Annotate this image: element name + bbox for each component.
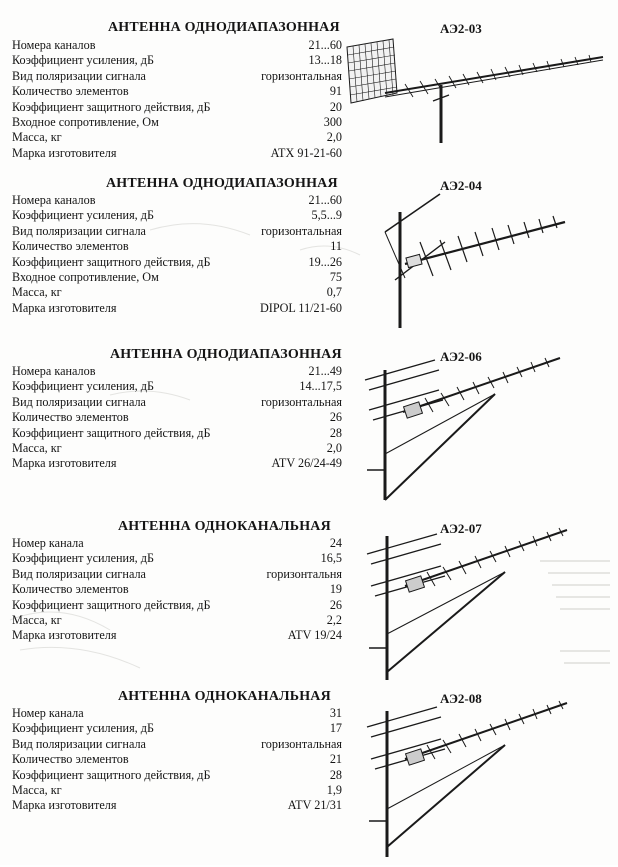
spec-value: 21...49 — [308, 364, 342, 378]
spec-row — [12, 395, 342, 410]
spec-row — [12, 255, 342, 270]
spec-label: Вид поляризации сигнала — [12, 223, 146, 238]
spec-row — [12, 456, 342, 471]
antenna-drawing-ae2-04 — [345, 192, 610, 332]
spec-label: Количество элементов — [12, 84, 129, 99]
spec-value: 26 — [329, 597, 342, 612]
antenna-title: АНТЕННА ОДНОДИАПАЗОННАЯ — [110, 347, 342, 362]
spec-value: 13...18 — [308, 53, 342, 68]
spec-row — [12, 551, 342, 566]
spec-label: Марка изготовителя — [12, 456, 117, 471]
spec-label: Входное сопротивление, Ом — [12, 269, 159, 284]
spec-value: 5,5...9 — [311, 208, 342, 223]
spec-value: 21...60 — [308, 193, 342, 207]
antenna-mesh-reflector-icon — [345, 35, 610, 145]
antenna-model: АЭ2-07 — [440, 521, 482, 536]
spec-value: 28 — [329, 767, 342, 782]
spec-value: 2,0 — [326, 130, 342, 145]
spec-row — [12, 224, 342, 239]
antenna-drawing-ae2-08 — [345, 697, 610, 862]
spec-label: Входное сопротивление, Ом — [12, 114, 159, 129]
spec-value: 2,0 — [326, 440, 342, 455]
spec-value: 31 — [329, 706, 342, 720]
spec-value: 16,5 — [320, 551, 342, 566]
spec-value: 0,7 — [326, 285, 342, 300]
spec-value: ATV 19/24 — [287, 628, 342, 643]
spec-row — [12, 208, 342, 223]
spec-value: ATX 91-21-60 — [270, 145, 342, 160]
spec-row — [12, 115, 342, 130]
spec-value: 21...60 — [308, 38, 342, 52]
spec-value: 21 — [329, 752, 342, 767]
antenna-title: АНТЕННА ОДНОДИАПАЗОННАЯ — [106, 176, 338, 191]
spec-row — [12, 706, 342, 721]
spec-row — [12, 193, 342, 208]
spec-label: Коэффициент усиления, дБ — [12, 208, 154, 223]
spec-row — [12, 628, 342, 643]
spec-row — [12, 798, 342, 813]
spec-value: горизонтальная — [261, 394, 342, 409]
antenna-model: АЭ2-08 — [440, 691, 482, 706]
spec-row — [12, 768, 342, 783]
spec-row — [12, 426, 342, 441]
spec-row — [12, 379, 342, 394]
spec-value: DIPOL 11/21-60 — [259, 300, 342, 315]
spec-label: Вид поляризации сигнала — [12, 68, 146, 83]
antenna-title: АНТЕННА ОДНОДИАПАЗОННАЯ — [108, 20, 340, 35]
spec-list — [12, 536, 342, 644]
antenna-model: АЭ2-06 — [440, 349, 482, 364]
spec-row — [12, 582, 342, 597]
antenna-drawing-ae2-06 — [345, 350, 610, 510]
spec-label: Масса, кг — [12, 440, 62, 455]
antenna-triangle-mount-icon — [345, 697, 610, 862]
spec-value: горизонтальная — [261, 68, 342, 83]
spec-row — [12, 53, 342, 68]
spec-label: Коэффициент усиления, дБ — [12, 53, 154, 68]
spec-value: 20 — [329, 99, 342, 114]
spec-list — [12, 706, 342, 814]
spec-label: Марка изготовителя — [12, 145, 117, 160]
spec-list — [12, 38, 342, 161]
spec-row — [12, 301, 342, 316]
antenna-drawing-ae2-07 — [345, 522, 610, 687]
spec-label: Масса, кг — [12, 612, 62, 627]
spec-row — [12, 536, 342, 551]
spec-label: Номер канала — [12, 536, 84, 550]
spec-row — [12, 567, 342, 582]
spec-value: 75 — [329, 269, 342, 284]
spec-row — [12, 270, 342, 285]
spec-label: Масса, кг — [12, 130, 62, 145]
spec-value: 26 — [329, 410, 342, 425]
spec-value: горизонтальная — [261, 223, 342, 238]
spec-label: Количество элементов — [12, 410, 129, 425]
spec-value: 17 — [329, 721, 342, 736]
spec-row — [12, 130, 342, 145]
spec-row — [12, 100, 342, 115]
spec-row — [12, 783, 342, 798]
spec-row — [12, 441, 342, 456]
spec-label: Масса, кг — [12, 285, 62, 300]
spec-list — [12, 364, 342, 472]
spec-row — [12, 239, 342, 254]
spec-row — [12, 410, 342, 425]
spec-label: Номера каналов — [12, 364, 96, 378]
antenna-yagi-icon — [345, 192, 610, 332]
spec-value: 19...26 — [308, 254, 342, 269]
spec-value: 24 — [329, 536, 342, 550]
spec-row — [12, 364, 342, 379]
spec-row — [12, 613, 342, 628]
spec-row — [12, 285, 342, 300]
spec-value: 19 — [329, 582, 342, 597]
spec-value: 14...17,5 — [299, 379, 342, 394]
spec-row — [12, 69, 342, 84]
spec-value: 91 — [329, 84, 342, 99]
spec-value: ATV 26/24-49 — [271, 456, 342, 471]
spec-value: 1,9 — [326, 782, 342, 797]
spec-row — [12, 146, 342, 161]
spec-label: Коэффициент защитного действия, дБ — [12, 767, 211, 782]
antenna-model: АЭ2-03 — [440, 21, 482, 36]
spec-label: Коэффициент защитного действия, дБ — [12, 99, 211, 114]
spec-row — [12, 84, 342, 99]
spec-label: Вид поляризации сигнала — [12, 736, 146, 751]
spec-row — [12, 737, 342, 752]
antenna-model: АЭ2-04 — [440, 178, 482, 193]
spec-value: ATV 21/31 — [287, 798, 342, 813]
spec-label: Коэффициент усиления, дБ — [12, 551, 154, 566]
spec-label: Масса, кг — [12, 782, 62, 797]
spec-row — [12, 598, 342, 613]
spec-label: Вид поляризации сигнала — [12, 394, 146, 409]
antenna-drawing-ae2-03 — [345, 35, 610, 145]
spec-value: 300 — [323, 114, 342, 129]
spec-row — [12, 38, 342, 53]
spec-value: 2,2 — [326, 612, 342, 627]
spec-label: Коэффициент усиления, дБ — [12, 721, 154, 736]
antenna-triangle-mount-icon — [345, 350, 610, 510]
spec-label: Количество элементов — [12, 752, 129, 767]
spec-value: горизонтальня — [266, 566, 342, 581]
spec-label: Коэффициент усиления, дБ — [12, 379, 154, 394]
antenna-title: АНТЕННА ОДНОКАНАЛЬНАЯ — [118, 519, 331, 534]
antenna-title: АНТЕННА ОДНОКАНАЛЬНАЯ — [118, 689, 331, 704]
spec-row — [12, 721, 342, 736]
antenna-triangle-mount-icon — [345, 522, 610, 687]
spec-label: Номера каналов — [12, 193, 96, 207]
spec-label: Марка изготовителя — [12, 628, 117, 643]
spec-label: Коэффициент защитного действия, дБ — [12, 425, 211, 440]
spec-label: Марка изготовителя — [12, 300, 117, 315]
spec-label: Коэффициент защитного действия, дБ — [12, 597, 211, 612]
spec-label: Коэффициент защитного действия, дБ — [12, 254, 211, 269]
spec-label: Номера каналов — [12, 38, 96, 52]
spec-value: 28 — [329, 425, 342, 440]
spec-label: Марка изготовителя — [12, 798, 117, 813]
spec-label: Количество элементов — [12, 239, 129, 254]
spec-label: Количество элементов — [12, 582, 129, 597]
spec-row — [12, 752, 342, 767]
spec-label: Вид поляризации сигнала — [12, 566, 146, 581]
spec-label: Номер канала — [12, 706, 84, 720]
spec-list — [12, 193, 342, 316]
spec-value: 11 — [330, 239, 342, 254]
spec-value: горизонтальная — [261, 736, 342, 751]
